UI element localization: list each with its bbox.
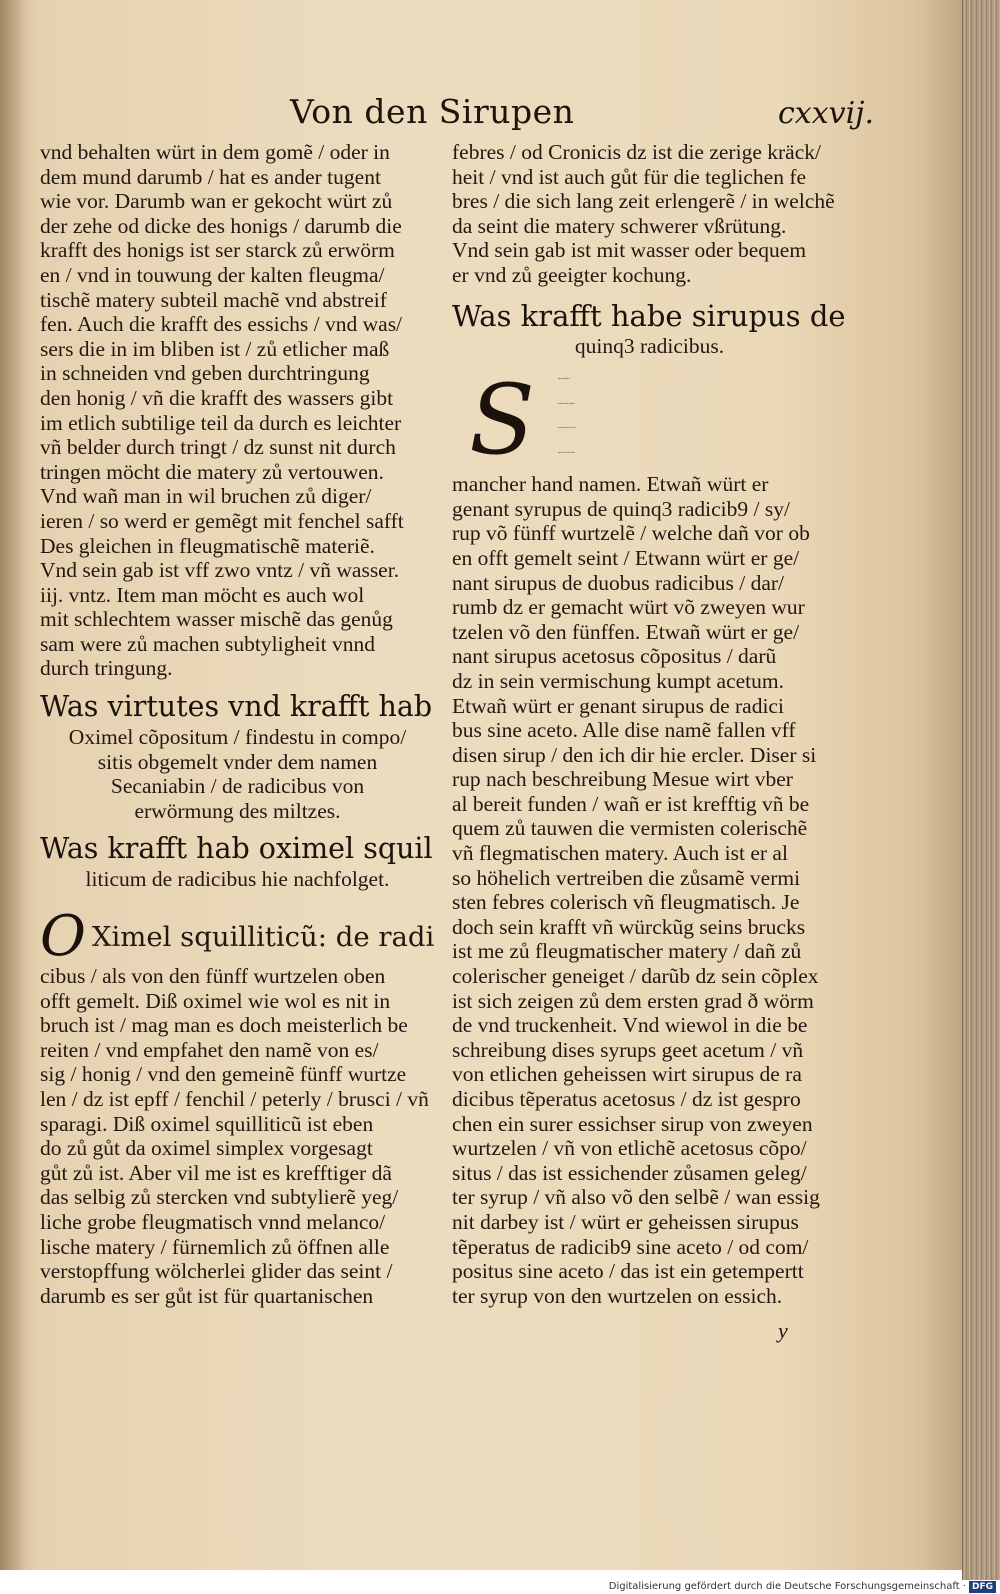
text-line: sig / honig / vnd den gemeinẽ fünff wurtze	[40, 1062, 407, 1087]
text-line: cibus / als von den fünff wurtzelen oben	[40, 964, 386, 989]
running-title: Von den Sirupen	[290, 92, 575, 131]
text-line: sten febres colerisch vñ fleugmatisch. Je	[452, 890, 800, 915]
text-line: liche grobe fleugmatisch vnnd melanco/	[40, 1209, 386, 1234]
text-line: sam were zů machen subtyligheit vnnd	[40, 631, 375, 656]
text-line: tzelen võ den fünffen. Etwañ würt er ge/	[452, 619, 800, 644]
left-paragraph-2	[40, 910, 435, 1308]
text-line: quem zů tauwen die vermisten colerischẽ	[452, 816, 808, 841]
text-line: ter syrup / vñ also võ den selbẽ / wan essig	[452, 1185, 820, 1210]
text-line: vñ flegmatischen matery. Auch ist er al	[452, 841, 788, 866]
text-line: disen sirup / den ich dir hie ercler. Diser si	[452, 742, 817, 767]
text-line: offt gemelt. Diß oximel wie wol es nit in	[40, 988, 391, 1013]
text-line: so höhelich vertreiben die zůsamẽ vermi	[452, 865, 801, 890]
text-line: en offt gemelt seint / Etwann würt er ge/	[452, 545, 800, 570]
text-line: Irupus de quinq3 ra	[558, 379, 570, 381]
right-paragraph-2-opening	[452, 368, 847, 472]
subtitle-line: erwörmung des miltzes.	[134, 798, 341, 823]
subtitle-line: sitis obgemelt vnder dem namen	[97, 749, 378, 774]
text-line: dem mund darumb / hat es ander tugent	[40, 164, 381, 189]
left-column	[40, 140, 435, 1308]
text-line: im etlich subtilige teil da durch es leichter	[40, 410, 402, 435]
text-line: darumb es ser gůt ist für quartanischen	[40, 1283, 374, 1308]
text-line: verstopffung wölcherlei glider das seint /	[40, 1259, 393, 1284]
dfg-logo: DFG	[969, 1581, 996, 1593]
decorated-initial-o: O	[40, 910, 86, 965]
text-line: iij. vntz. Item man möcht es auch wol	[40, 582, 365, 607]
text-line: de vnd truckenheit. Vnd wiewol in die be	[452, 1013, 808, 1038]
left-heading-1: Was virtutes vnd krafft hab	[40, 690, 433, 724]
text-line: Etwañ würt er genant sirupus de radici	[452, 693, 784, 718]
book-fore-edge	[962, 0, 1000, 1580]
footer-credit-text: Digitalisierung gefördert durch die Deutsche Forschungsgemeinschaft ·	[608, 1581, 966, 1592]
text-line: dicibus den namẽ entpfahet	[558, 403, 575, 405]
text-line: ieren / so werd er gemẽgt mit fenchel safft	[40, 508, 404, 533]
text-line: mit schlechtem wasser mischẽ das genůg	[40, 607, 393, 632]
text-line: von fünff wurtzelen. Diser sy/	[558, 428, 577, 430]
left-paragraph-2-body	[40, 964, 435, 1308]
text-line: febres / od Cronicis dz ist die zerige kräck/	[452, 140, 821, 164]
text-line: vñ belder durch tringt / dz sunst nit durch	[40, 435, 396, 460]
text-line: fen. Auch die krafft des essichs / vnd was/	[40, 312, 403, 337]
left-heading-1-subtitle	[40, 725, 435, 823]
text-line: das selbig zů stercken vnd subtylierẽ yeg/	[40, 1185, 399, 1210]
text-line: sparagi. Diß oximel squilliticũ ist eben	[40, 1111, 374, 1136]
text-line: von etlichen geheissen wirt sirupus de ra	[452, 1062, 802, 1087]
text-line: den honig / vñ die krafft des wassers gibt	[40, 385, 394, 410]
text-line: doch sein krafft vñ würckũg seins brucks	[452, 914, 806, 939]
text-line: sers die in im bliben ist / zů etlicher maß	[40, 336, 390, 361]
text-line: wurtzelen / vñ von etlichẽ acetosus cõpo/	[452, 1136, 807, 1161]
right-column	[452, 140, 847, 1308]
binding-gutter-shadow	[0, 0, 26, 1570]
text-line: rup ist ser in bruch vnnd hat	[558, 452, 575, 454]
text-line: rumb dz er gemacht würt võ zweyen wur	[452, 595, 805, 620]
text-line: ist sich zeigen zů dem ersten grad ð wörm	[452, 988, 814, 1013]
text-line: positus sine aceto / das ist ein getempertt	[452, 1259, 804, 1284]
text-line: len / dz ist epff / fenchil / peterly / brusci / vñ	[40, 1087, 429, 1111]
right-paragraph-1	[452, 140, 847, 288]
text-line: colerischer geneiget / darũb dz sein cõplex	[452, 964, 819, 989]
text-line: krafft des honigs ist ser starck zů erwörm	[40, 238, 395, 263]
text-line: tẽperatus de radicib9 sine aceto / od com/	[452, 1234, 809, 1259]
text-line: wie vor. Darumb wan er gekocht würt zů	[40, 189, 393, 214]
decorated-initial-s: S	[469, 368, 535, 473]
text-line: Vnd wañ man in wil bruchen zů diger/	[40, 484, 372, 509]
text-line: nant sirupus de duobus radicibus / dar/	[452, 570, 785, 595]
text-line: en / vnd in touwung der kalten fleugma/	[40, 262, 385, 287]
text-line: lische matery / fürnemlich zů öffnen alle	[40, 1234, 390, 1259]
text-line: Vnd sein gab ist vff zwo vntz / vñ wasser.	[40, 558, 400, 583]
text-line: chen ein surer essichser sirup von zweyen	[452, 1111, 813, 1136]
left-paragraph-2-first-line: Ximel squilliticũ: de radi	[91, 921, 435, 954]
right-heading-subtitle: quinq3 radicibus.	[574, 333, 725, 358]
text-line: reiten / vnd empfahet den namẽ von es/	[40, 1037, 379, 1062]
text-line: bruch ist / mag man es doch meisterlich be	[40, 1013, 408, 1038]
text-line: do zů gůt da oximel simplex vorgesagt	[40, 1136, 373, 1161]
text-line: genant syrupus de quinq3 radicib9 / sy/	[452, 496, 790, 521]
subtitle-line: Oximel cõpositum / findestu in compo/	[68, 725, 407, 750]
text-line: da seint die matery schwerer vßrütung.	[452, 213, 787, 238]
subtitle-line: Secaniabin / de radicibus von	[110, 774, 365, 799]
text-line: Vnd sein gab ist mit wasser oder bequem	[452, 238, 807, 263]
text-line: in schneiden vnd geben durchtringung	[40, 361, 370, 386]
text-line: vnd behalten würt in dem gomẽ / oder in	[40, 140, 390, 164]
text-line: rup võ fünff wurtzelẽ / welche dañ vor ob	[452, 521, 810, 546]
text-line: ist me zů fleugmatischer matery / dañ zů	[452, 939, 802, 964]
right-heading: Was krafft habe sirupus de	[452, 298, 846, 333]
left-heading-2: Was krafft hab oximel squil	[40, 832, 433, 866]
text-line: dz in sein vermischung kumpt acetum.	[452, 668, 784, 693]
left-paragraph-1	[40, 140, 435, 681]
text-line: tischẽ matery subteil machẽ vnd abstreif	[40, 287, 387, 312]
text-line: Des gleichen in fleugmatischẽ materiẽ.	[40, 533, 375, 558]
text-line: al bereit funden / wañ er ist krefftig vñ be	[452, 791, 810, 816]
text-line: nant sirupus acetosus cõpositus / darũ	[452, 644, 777, 669]
text-line: gůt zů ist. Aber vil me ist es krefftiger dã	[40, 1160, 392, 1185]
text-line: situs / das ist essichender zůsamen geleg/	[452, 1160, 807, 1185]
text-line: dicibus tẽperatus acetosus / dz ist gespro	[452, 1087, 801, 1111]
text-line: ter syrup von den wurtzelen on essich.	[452, 1283, 783, 1308]
text-line: der zehe od dicke des honigs / darumb die	[40, 213, 402, 238]
text-line: bus sine aceto. Alle dise namẽ fallen vff	[452, 718, 796, 743]
text-line: bres / die sich lang zeit erlengerẽ / in welchẽ	[452, 189, 835, 214]
text-line: mancher hand namen. Etwañ würt er	[452, 472, 769, 497]
right-paragraph-2-body	[452, 472, 847, 1308]
text-line: nit darbey ist / würt er geheissen sirupus	[452, 1209, 799, 1234]
text-line: tringen möcht die matery zů vertouwen.	[40, 459, 384, 484]
folio-number: cxxvij.	[778, 96, 875, 131]
text-line: heit / vnd ist auch gůt für die teglichen fe	[452, 164, 807, 189]
text-line: rup nach beschreibung Mesue wirt vber	[452, 767, 793, 792]
left-heading-2-subtitle: liticum de radicibus hie nachfolget.	[85, 867, 390, 892]
digitization-footer	[0, 1580, 1000, 1594]
text-line: er vnd zů geeigter kochung.	[452, 262, 692, 287]
signature-mark: y	[778, 1318, 788, 1343]
text-line: durch tringung.	[40, 656, 173, 681]
text-line: schreibung dises syrups geet acetum / vñ	[452, 1037, 804, 1062]
